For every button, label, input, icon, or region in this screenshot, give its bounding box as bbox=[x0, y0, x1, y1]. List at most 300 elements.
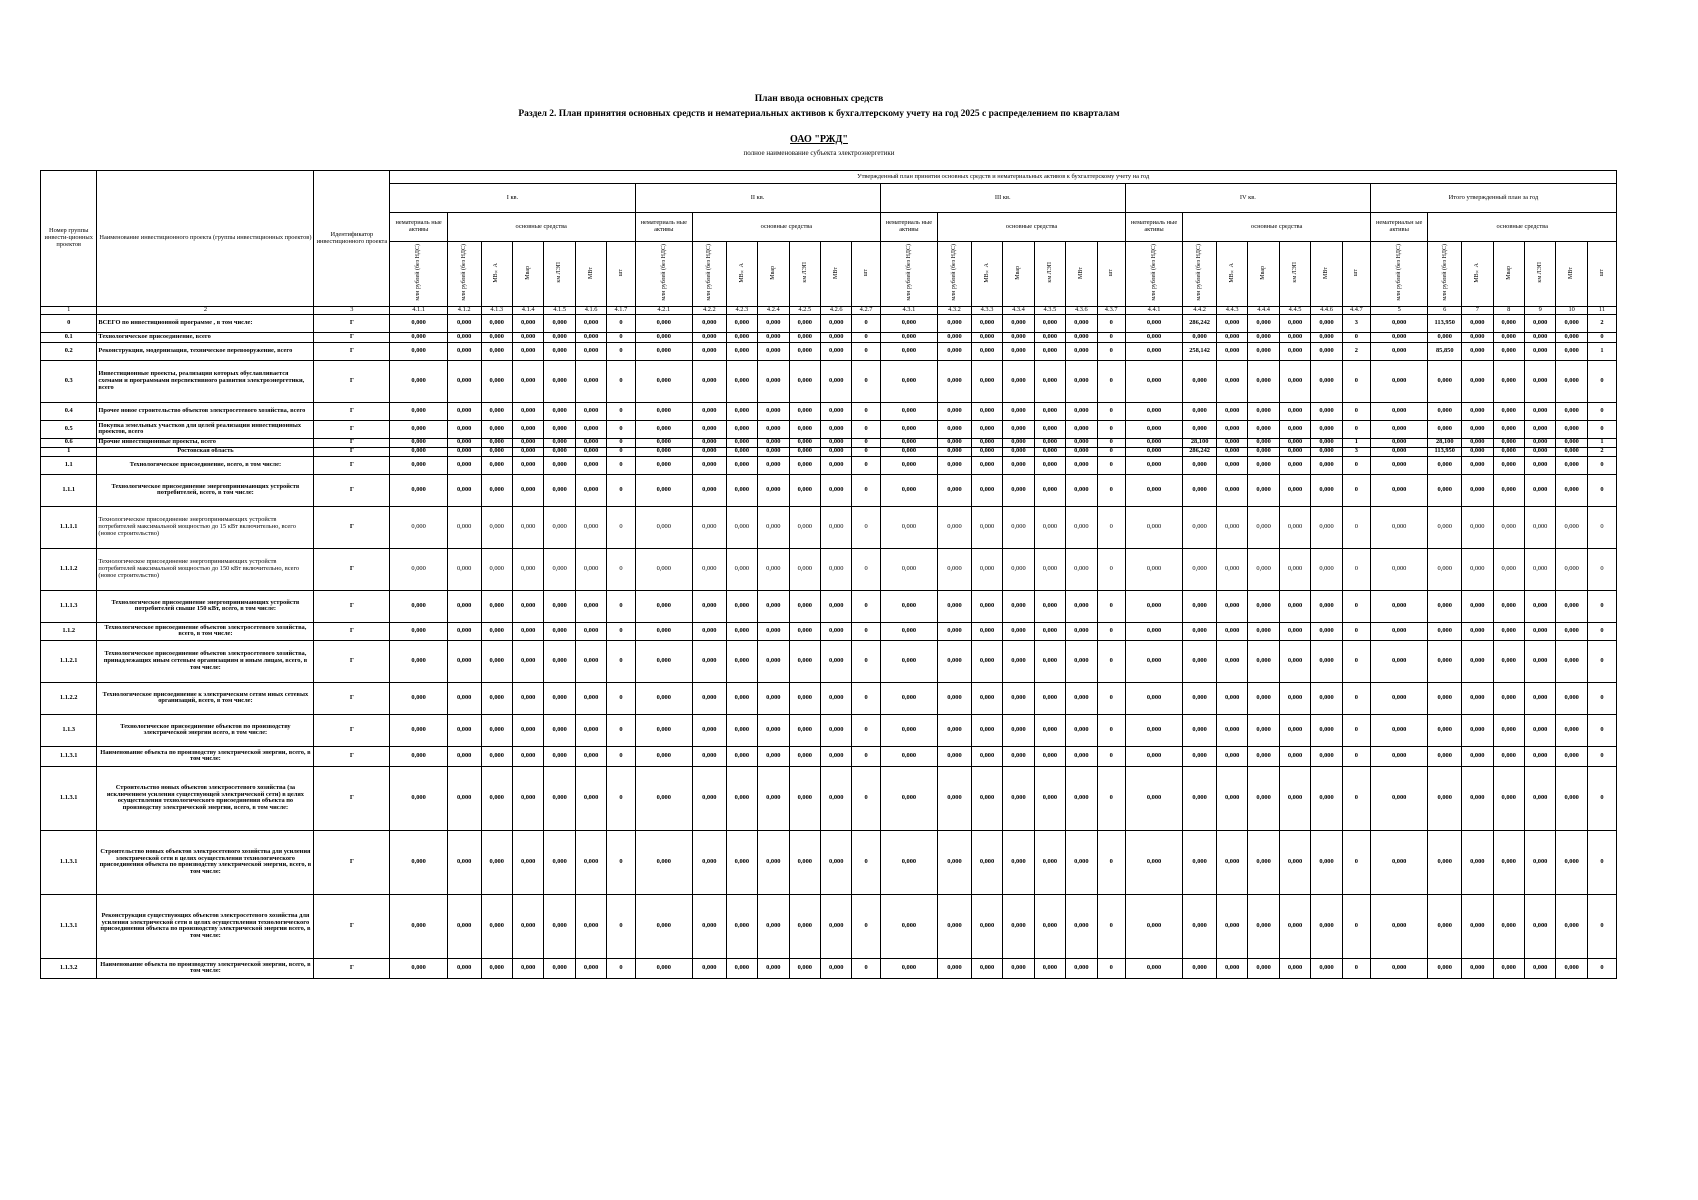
value-cell: 0,000 bbox=[1216, 640, 1247, 682]
table-row bbox=[41, 342, 1617, 360]
project-name: Технологическое присоединение энергопринимающих устройств потребителей максимальной мощностью до 15 кВт включительно, всего (новое строительство) bbox=[97, 506, 314, 548]
value-cell: 0,000 bbox=[758, 714, 789, 746]
value-cell: 0,000 bbox=[971, 474, 1002, 506]
value-cell: 0,000 bbox=[1125, 622, 1183, 640]
value-cell: 0,000 bbox=[481, 360, 512, 402]
value-cell: 0,000 bbox=[512, 830, 543, 894]
value-cell: 0,000 bbox=[1183, 506, 1217, 548]
total-value-cell: 0,000 bbox=[1462, 438, 1493, 447]
row-number: 1.1.2.2 bbox=[41, 682, 97, 714]
row-number: 1.1 bbox=[41, 456, 97, 474]
unit-header bbox=[1279, 242, 1310, 307]
value-cell: 0 bbox=[1097, 682, 1125, 714]
value-cell: 0 bbox=[1342, 640, 1370, 682]
unit-header bbox=[971, 242, 1002, 307]
unit-header bbox=[726, 242, 757, 307]
total-value-cell: 0,000 bbox=[1556, 714, 1587, 746]
row-number: 0.6 bbox=[41, 438, 97, 447]
value-cell: 0,000 bbox=[1216, 447, 1247, 456]
project-name: Реконструкция существующих объектов электросетевого хозяйства для усиления электрической сети в целях осуществления технологического присоединения объекта по производству электрической энергии всего, в том числе: bbox=[97, 894, 314, 958]
value-cell: 0,000 bbox=[1066, 958, 1097, 978]
value-cell: 0,000 bbox=[1216, 438, 1247, 447]
value-cell: 0,000 bbox=[693, 640, 727, 682]
project-identifier: Г bbox=[314, 958, 390, 978]
project-identifier: Г bbox=[314, 590, 390, 622]
fixed-assets-header: основные средства bbox=[938, 213, 1126, 242]
value-cell: 0,000 bbox=[635, 746, 693, 766]
value-cell: 0,000 bbox=[1003, 682, 1034, 714]
total-value-cell: 0,000 bbox=[1556, 314, 1587, 332]
value-cell: 0,000 bbox=[1248, 474, 1279, 506]
value-cell: 0,000 bbox=[1311, 766, 1342, 830]
value-cell: 0,000 bbox=[1216, 402, 1247, 420]
column-number: 4.2.7 bbox=[852, 307, 880, 315]
total-value-cell: 0,000 bbox=[1370, 830, 1428, 894]
total-value-cell: 0,000 bbox=[1462, 474, 1493, 506]
total-value-cell: 0,000 bbox=[1556, 766, 1587, 830]
project-name: ВСЕГО по инвестиционной программе , в том числе: bbox=[97, 314, 314, 332]
value-cell: 0,000 bbox=[789, 314, 820, 332]
value-cell: 0,000 bbox=[1311, 314, 1342, 332]
value-cell: 0 bbox=[1097, 830, 1125, 894]
value-cell: 0,000 bbox=[447, 447, 481, 456]
value-cell: 0,000 bbox=[1066, 830, 1097, 894]
value-cell: 0,000 bbox=[1216, 420, 1247, 438]
total-value-cell: 0 bbox=[1587, 640, 1616, 682]
value-cell: 0,000 bbox=[726, 402, 757, 420]
table-row bbox=[41, 420, 1617, 438]
total-value-cell: 0,000 bbox=[1556, 682, 1587, 714]
value-cell: 0 bbox=[607, 894, 635, 958]
value-cell: 0,000 bbox=[789, 746, 820, 766]
value-cell: 0,000 bbox=[1125, 474, 1183, 506]
unit-header bbox=[1342, 242, 1370, 307]
value-cell: 0 bbox=[852, 548, 880, 590]
value-cell: 0,000 bbox=[821, 474, 852, 506]
value-cell: 0,000 bbox=[1034, 506, 1065, 548]
project-identifier: Г bbox=[314, 332, 390, 342]
value-cell: 0,000 bbox=[1003, 830, 1034, 894]
total-value-cell: 0,000 bbox=[1493, 506, 1524, 548]
value-cell: 0,000 bbox=[880, 342, 938, 360]
total-value-cell: 0,000 bbox=[1556, 447, 1587, 456]
value-cell: 0,000 bbox=[481, 438, 512, 447]
value-cell: 0,000 bbox=[971, 682, 1002, 714]
value-cell: 0,000 bbox=[938, 438, 972, 447]
value-cell: 0,000 bbox=[880, 474, 938, 506]
value-cell: 0,000 bbox=[481, 766, 512, 830]
value-cell: 0,000 bbox=[390, 640, 448, 682]
total-header: Итого утвержденный план за год bbox=[1370, 184, 1616, 213]
value-cell: 258,142 bbox=[1183, 342, 1217, 360]
value-cell: 0,000 bbox=[693, 714, 727, 746]
value-cell: 0,000 bbox=[390, 682, 448, 714]
value-cell: 0,000 bbox=[971, 958, 1002, 978]
value-cell: 0,000 bbox=[693, 894, 727, 958]
value-cell: 0,000 bbox=[1034, 590, 1065, 622]
value-cell: 0,000 bbox=[726, 682, 757, 714]
value-cell: 0,000 bbox=[1248, 746, 1279, 766]
value-cell: 0,000 bbox=[390, 420, 448, 438]
value-cell: 0,000 bbox=[1279, 830, 1310, 894]
unit-header bbox=[1311, 242, 1342, 307]
value-cell: 0,000 bbox=[938, 548, 972, 590]
value-cell: 286,242 bbox=[1183, 447, 1217, 456]
value-cell: 0 bbox=[1097, 342, 1125, 360]
row-number: 1.1.1.1 bbox=[41, 506, 97, 548]
value-cell: 0,000 bbox=[635, 548, 693, 590]
value-cell: 0,000 bbox=[938, 402, 972, 420]
unit-header bbox=[1066, 242, 1097, 307]
value-cell: 0 bbox=[607, 360, 635, 402]
value-cell: 0,000 bbox=[880, 640, 938, 682]
intangible-assets-header: нематериаль ные активы bbox=[635, 213, 693, 242]
value-cell: 0,000 bbox=[758, 438, 789, 447]
value-cell: 0,000 bbox=[544, 894, 575, 958]
value-cell: 0 bbox=[607, 506, 635, 548]
value-cell: 0,000 bbox=[1248, 314, 1279, 332]
value-cell: 0 bbox=[607, 590, 635, 622]
value-cell: 0,000 bbox=[971, 590, 1002, 622]
total-value-cell: 2 bbox=[1587, 447, 1616, 456]
value-cell: 0,000 bbox=[390, 342, 448, 360]
value-cell: 0,000 bbox=[544, 314, 575, 332]
value-cell: 0 bbox=[852, 746, 880, 766]
total-value-cell: 0,000 bbox=[1493, 342, 1524, 360]
value-cell: 0,000 bbox=[971, 447, 1002, 456]
value-cell: 0,000 bbox=[1216, 474, 1247, 506]
column-number: 4.1.3 bbox=[481, 307, 512, 315]
value-cell: 0,000 bbox=[575, 766, 606, 830]
total-value-cell: 0,000 bbox=[1493, 830, 1524, 894]
value-cell: 0,000 bbox=[971, 548, 1002, 590]
total-value-cell: 0,000 bbox=[1462, 548, 1493, 590]
value-cell: 0,000 bbox=[971, 332, 1002, 342]
total-value-cell: 0,000 bbox=[1462, 360, 1493, 402]
total-value-cell: 0,000 bbox=[1493, 894, 1524, 958]
value-cell: 0,000 bbox=[693, 474, 727, 506]
value-cell: 0,000 bbox=[635, 640, 693, 682]
value-cell: 0,000 bbox=[512, 640, 543, 682]
value-cell: 0,000 bbox=[1066, 332, 1097, 342]
unit-header bbox=[1183, 242, 1217, 307]
unit-header bbox=[758, 242, 789, 307]
unit-header bbox=[390, 242, 448, 307]
column-number: 4.2.6 bbox=[821, 307, 852, 315]
value-cell: 0,000 bbox=[1066, 622, 1097, 640]
value-cell: 0,000 bbox=[544, 360, 575, 402]
value-cell: 0,000 bbox=[447, 548, 481, 590]
value-cell: 0,000 bbox=[635, 360, 693, 402]
project-name: Технологическое присоединение, всего, в том числе: bbox=[97, 456, 314, 474]
value-cell: 0,000 bbox=[1279, 958, 1310, 978]
total-value-cell: 0,000 bbox=[1462, 622, 1493, 640]
value-cell: 0,000 bbox=[447, 342, 481, 360]
value-cell: 0,000 bbox=[544, 640, 575, 682]
value-cell: 0,000 bbox=[390, 360, 448, 402]
value-cell: 0,000 bbox=[758, 548, 789, 590]
value-cell: 0,000 bbox=[758, 420, 789, 438]
value-cell: 0,000 bbox=[880, 447, 938, 456]
value-cell: 0,000 bbox=[1216, 342, 1247, 360]
value-cell: 0,000 bbox=[1279, 314, 1310, 332]
value-cell: 0,000 bbox=[1279, 332, 1310, 342]
total-value-cell: 0,000 bbox=[1370, 682, 1428, 714]
value-cell: 0,000 bbox=[1248, 447, 1279, 456]
value-cell: 0,000 bbox=[1311, 447, 1342, 456]
assets-plan-table bbox=[40, 170, 1617, 979]
value-cell: 0,000 bbox=[938, 420, 972, 438]
value-cell: 0 bbox=[1342, 402, 1370, 420]
unit-label: млн рублей (без НДС) bbox=[460, 244, 467, 301]
column-number: 5 bbox=[1370, 307, 1428, 315]
value-cell: 0,000 bbox=[789, 830, 820, 894]
value-cell: 0,000 bbox=[971, 456, 1002, 474]
value-cell: 0,000 bbox=[512, 894, 543, 958]
value-cell: 0,000 bbox=[1034, 474, 1065, 506]
total-value-cell: 0,000 bbox=[1370, 622, 1428, 640]
value-cell: 0,000 bbox=[1183, 830, 1217, 894]
value-cell: 0,000 bbox=[1003, 766, 1034, 830]
project-identifier: Г bbox=[314, 640, 390, 682]
unit-header bbox=[1587, 242, 1616, 307]
col-header-group-number: Номер группы инвести-ционных проектов bbox=[41, 171, 97, 307]
value-cell: 0,000 bbox=[390, 958, 448, 978]
value-cell: 0,000 bbox=[390, 548, 448, 590]
value-cell: 0,000 bbox=[481, 830, 512, 894]
value-cell: 0,000 bbox=[789, 682, 820, 714]
value-cell: 0,000 bbox=[481, 714, 512, 746]
unit-label: МВт bbox=[1323, 266, 1330, 279]
value-cell: 0,000 bbox=[1066, 474, 1097, 506]
project-identifier: Г bbox=[314, 474, 390, 506]
column-number: 4.1.7 bbox=[607, 307, 635, 315]
value-cell: 0,000 bbox=[1125, 894, 1183, 958]
value-cell: 0,000 bbox=[1216, 766, 1247, 830]
value-cell: 0,000 bbox=[1216, 314, 1247, 332]
value-cell: 0,000 bbox=[544, 447, 575, 456]
value-cell: 0,000 bbox=[390, 447, 448, 456]
value-cell: 0,000 bbox=[758, 640, 789, 682]
total-value-cell: 0,000 bbox=[1556, 332, 1587, 342]
value-cell: 0,000 bbox=[1003, 456, 1034, 474]
value-cell: 0,000 bbox=[1216, 332, 1247, 342]
value-cell: 0,000 bbox=[789, 438, 820, 447]
value-cell: 0,000 bbox=[758, 506, 789, 548]
value-cell: 0,000 bbox=[880, 958, 938, 978]
unit-label: Мвар bbox=[770, 265, 777, 280]
value-cell: 0,000 bbox=[544, 958, 575, 978]
value-cell: 0 bbox=[1097, 360, 1125, 402]
project-identifier: Г bbox=[314, 766, 390, 830]
value-cell: 0,000 bbox=[1311, 640, 1342, 682]
value-cell: 0 bbox=[852, 314, 880, 332]
total-value-cell: 0,000 bbox=[1556, 640, 1587, 682]
value-cell: 0,000 bbox=[390, 402, 448, 420]
value-cell: 0,000 bbox=[1279, 682, 1310, 714]
value-cell: 0,000 bbox=[1125, 746, 1183, 766]
value-cell: 0,000 bbox=[726, 958, 757, 978]
column-number: 4.1.5 bbox=[544, 307, 575, 315]
value-cell: 0,000 bbox=[1279, 447, 1310, 456]
total-value-cell: 0,000 bbox=[1428, 622, 1462, 640]
value-cell: 0,000 bbox=[635, 958, 693, 978]
value-cell: 0,000 bbox=[821, 332, 852, 342]
project-identifier: Г bbox=[314, 447, 390, 456]
total-value-cell: 0,000 bbox=[1556, 342, 1587, 360]
value-cell: 0,000 bbox=[575, 474, 606, 506]
value-cell: 0,000 bbox=[1311, 506, 1342, 548]
value-cell: 0 bbox=[607, 314, 635, 332]
total-value-cell: 0,000 bbox=[1493, 360, 1524, 402]
total-value-cell: 0,000 bbox=[1462, 714, 1493, 746]
value-cell: 0,000 bbox=[544, 622, 575, 640]
total-value-cell: 0,000 bbox=[1524, 894, 1555, 958]
value-cell: 0,000 bbox=[1248, 342, 1279, 360]
value-cell: 0,000 bbox=[971, 640, 1002, 682]
project-identifier: Г bbox=[314, 714, 390, 746]
total-value-cell: 0,000 bbox=[1370, 420, 1428, 438]
unit-header bbox=[512, 242, 543, 307]
row-number: 1.1.3.2 bbox=[41, 958, 97, 978]
value-cell: 0,000 bbox=[575, 830, 606, 894]
table-row bbox=[41, 447, 1617, 456]
total-value-cell: 0,000 bbox=[1524, 958, 1555, 978]
table-row bbox=[41, 714, 1617, 746]
value-cell: 0,000 bbox=[1125, 420, 1183, 438]
value-cell: 0,000 bbox=[1003, 438, 1034, 447]
value-cell: 0,000 bbox=[575, 314, 606, 332]
unit-label: Мвар bbox=[1015, 265, 1022, 280]
total-value-cell: 0,000 bbox=[1556, 506, 1587, 548]
value-cell: 0 bbox=[1097, 548, 1125, 590]
value-cell: 0,000 bbox=[789, 590, 820, 622]
value-cell: 0,000 bbox=[1311, 830, 1342, 894]
fixed-assets-header: основные средства bbox=[447, 213, 635, 242]
unit-header bbox=[1097, 242, 1125, 307]
value-cell: 0,000 bbox=[1125, 332, 1183, 342]
quarter-header: III кв. bbox=[880, 184, 1125, 213]
value-cell: 0,000 bbox=[1183, 894, 1217, 958]
unit-header bbox=[1003, 242, 1034, 307]
value-cell: 0,000 bbox=[1311, 746, 1342, 766]
value-cell: 0,000 bbox=[1216, 506, 1247, 548]
value-cell: 0 bbox=[1342, 894, 1370, 958]
value-cell: 0,000 bbox=[1066, 640, 1097, 682]
value-cell: 0,000 bbox=[575, 746, 606, 766]
column-number: 4.3.7 bbox=[1097, 307, 1125, 315]
value-cell: 0,000 bbox=[880, 402, 938, 420]
total-value-cell: 0,000 bbox=[1428, 830, 1462, 894]
unit-header bbox=[852, 242, 880, 307]
value-cell: 0 bbox=[852, 360, 880, 402]
value-cell: 0,000 bbox=[1248, 438, 1279, 447]
total-value-cell: 0,000 bbox=[1428, 474, 1462, 506]
total-value-cell: 0,000 bbox=[1428, 894, 1462, 958]
value-cell: 0 bbox=[1097, 766, 1125, 830]
value-cell: 0,000 bbox=[758, 766, 789, 830]
value-cell: 0,000 bbox=[758, 474, 789, 506]
value-cell: 0,000 bbox=[1125, 342, 1183, 360]
value-cell: 0,000 bbox=[390, 622, 448, 640]
value-cell: 0 bbox=[1342, 622, 1370, 640]
table-row bbox=[41, 894, 1617, 958]
value-cell: 0,000 bbox=[1125, 456, 1183, 474]
total-value-cell: 0,000 bbox=[1462, 830, 1493, 894]
intangible-assets-header: нематериальн ые активы bbox=[1370, 213, 1428, 242]
column-number: 4.3.4 bbox=[1003, 307, 1034, 315]
value-cell: 0 bbox=[852, 402, 880, 420]
total-value-cell: 0,000 bbox=[1524, 682, 1555, 714]
value-cell: 0,000 bbox=[512, 682, 543, 714]
value-cell: 0,000 bbox=[447, 506, 481, 548]
value-cell: 0,000 bbox=[789, 420, 820, 438]
project-identifier: Г bbox=[314, 438, 390, 447]
total-value-cell: 0,000 bbox=[1524, 506, 1555, 548]
value-cell: 0,000 bbox=[1279, 342, 1310, 360]
value-cell: 0,000 bbox=[447, 402, 481, 420]
total-value-cell: 0,000 bbox=[1493, 447, 1524, 456]
total-value-cell: 0,000 bbox=[1428, 332, 1462, 342]
value-cell: 0,000 bbox=[1216, 746, 1247, 766]
value-cell: 0 bbox=[852, 682, 880, 714]
value-cell: 0,000 bbox=[544, 746, 575, 766]
table-row bbox=[41, 548, 1617, 590]
unit-label: МВт bbox=[587, 266, 594, 279]
value-cell: 0,000 bbox=[1248, 402, 1279, 420]
total-value-cell: 0,000 bbox=[1493, 622, 1524, 640]
value-cell: 0,000 bbox=[1003, 314, 1034, 332]
value-cell: 0,000 bbox=[1066, 894, 1097, 958]
value-cell: 0,000 bbox=[1003, 402, 1034, 420]
total-value-cell: 0,000 bbox=[1428, 360, 1462, 402]
column-number: 4.2.4 bbox=[758, 307, 789, 315]
value-cell: 0,000 bbox=[635, 622, 693, 640]
value-cell: 0 bbox=[607, 640, 635, 682]
value-cell: 0,000 bbox=[821, 830, 852, 894]
column-number: 4.3.5 bbox=[1034, 307, 1065, 315]
row-number: 1.1.2 bbox=[41, 622, 97, 640]
total-value-cell: 0,000 bbox=[1493, 714, 1524, 746]
value-cell: 0,000 bbox=[575, 456, 606, 474]
column-number: 4.1.4 bbox=[512, 307, 543, 315]
value-cell: 0,000 bbox=[481, 456, 512, 474]
row-number: 1.1.3 bbox=[41, 714, 97, 746]
row-number: 1.1.3.1 bbox=[41, 746, 97, 766]
value-cell: 0,000 bbox=[512, 590, 543, 622]
value-cell: 0,000 bbox=[1066, 447, 1097, 456]
value-cell: 0 bbox=[1097, 958, 1125, 978]
project-name: Технологическое присоединение к электрическим сетям иных сетевых организаций, всего, в том числе: bbox=[97, 682, 314, 714]
value-cell: 0,000 bbox=[1034, 420, 1065, 438]
value-cell: 0,000 bbox=[1248, 590, 1279, 622]
unit-header bbox=[1034, 242, 1065, 307]
value-cell: 0,000 bbox=[789, 474, 820, 506]
value-cell: 0,000 bbox=[635, 506, 693, 548]
total-value-cell: 0,000 bbox=[1493, 474, 1524, 506]
value-cell: 0,000 bbox=[481, 447, 512, 456]
value-cell: 0,000 bbox=[789, 332, 820, 342]
total-value-cell: 0,000 bbox=[1370, 342, 1428, 360]
value-cell: 0,000 bbox=[1125, 714, 1183, 746]
value-cell: 0,000 bbox=[1066, 590, 1097, 622]
value-cell: 0,000 bbox=[1125, 682, 1183, 714]
value-cell: 0,000 bbox=[938, 447, 972, 456]
value-cell: 0,000 bbox=[880, 438, 938, 447]
row-number: 1 bbox=[41, 447, 97, 456]
value-cell: 0,000 bbox=[390, 438, 448, 447]
value-cell: 0,000 bbox=[1279, 590, 1310, 622]
